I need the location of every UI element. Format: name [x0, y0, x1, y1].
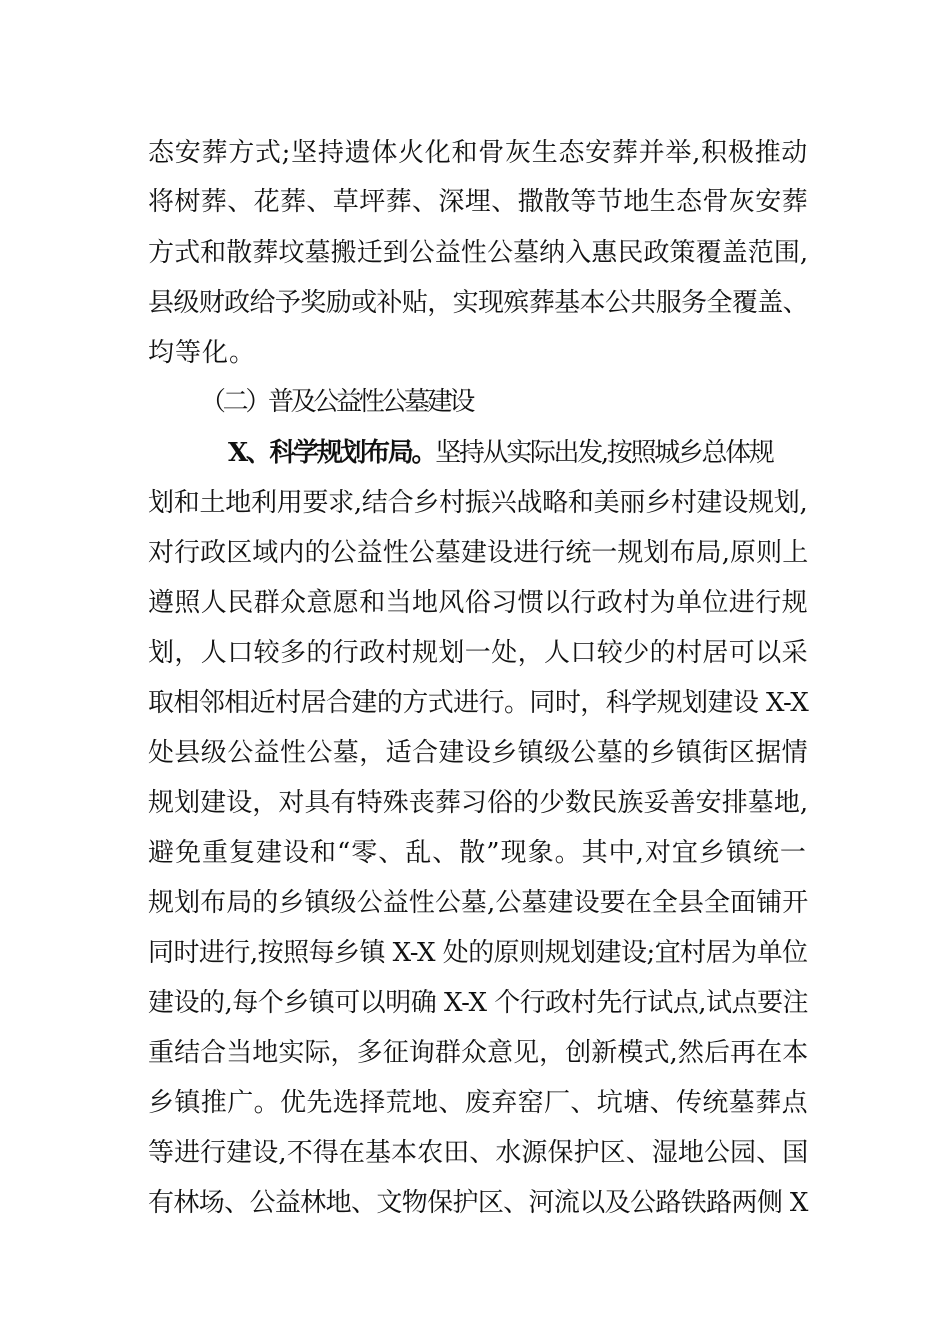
text-line: 规划布局的乡镇级公益性公墓,公墓建设要在全县全面铺开 [148, 888, 809, 918]
text-line: 建设的,每个乡镇可以明确 X-X 个行政村先行试点,试点要注 [148, 988, 809, 1018]
text-line: 同时进行,按照每乡镇 X-X 处的原则规划建设;宜村居为单位 [148, 938, 808, 968]
text-line: 划，人口较多的行政村规划一处，人口较少的村居可以采 [148, 638, 809, 668]
text-line: 重结合当地实际，多征询群众意见，创新模式,然后再在本 [148, 1038, 809, 1068]
paragraph-lead: X、科学规划布局。 [228, 438, 436, 468]
text-line: 对行政区域内的公益性公墓建设进行统一规划布局,原则上 [148, 538, 809, 568]
text-line: 划和土地利用要求,结合乡村振兴战略和美丽乡村建设规划, [148, 488, 808, 518]
section-heading: （二）普及公益性公墓建设 [200, 387, 473, 417]
text-line: 方式和散葬坟墓搬迁到公益性公墓纳入惠民政策覆盖范围, [148, 238, 809, 268]
text-line: 态安葬方式;坚持遗体火化和骨灰生态安葬并举,积极推动 [148, 138, 809, 168]
text-line: 有林场、公益林地、文物保护区、河流以及公路铁路两侧 X [148, 1188, 808, 1218]
text-line: 均等化。 [148, 338, 257, 368]
text-line: 将树葬、花葬、草坪葬、深埋、撒散等节地生态骨灰安葬 [148, 187, 809, 217]
paragraph-first-rest: 坚持从实际出发,按照城乡总体规 [435, 438, 773, 468]
text-line: 遵照人民群众意愿和当地风俗习惯以行政村为单位进行规 [148, 588, 809, 618]
text-line: 处县级公益性公墓，适合建设乡镇级公墓的乡镇街区据情 [148, 738, 809, 768]
text-line: 取相邻相近村居合建的方式进行。同时，科学规划建设 X-X [148, 688, 809, 718]
text-line: 避免重复建设和“零、乱、散”现象。其中,对宜乡镇统一 [148, 838, 807, 868]
text-line: 规划建设，对具有特殊丧葬习俗的少数民族妥善安排墓地, [148, 788, 809, 818]
paragraph-first-line [228, 436, 888, 470]
text-line: 乡镇推广。优先选择荒地、废弃窑厂、坑塘、传统墓葬点 [148, 1088, 809, 1118]
text-line: 县级财政给予奖励或补贴，实现殡葬基本公共服务全覆盖、 [148, 288, 809, 318]
text-line: 等进行建设,不得在基本农田、水源保护区、湿地公园、国 [148, 1138, 809, 1168]
